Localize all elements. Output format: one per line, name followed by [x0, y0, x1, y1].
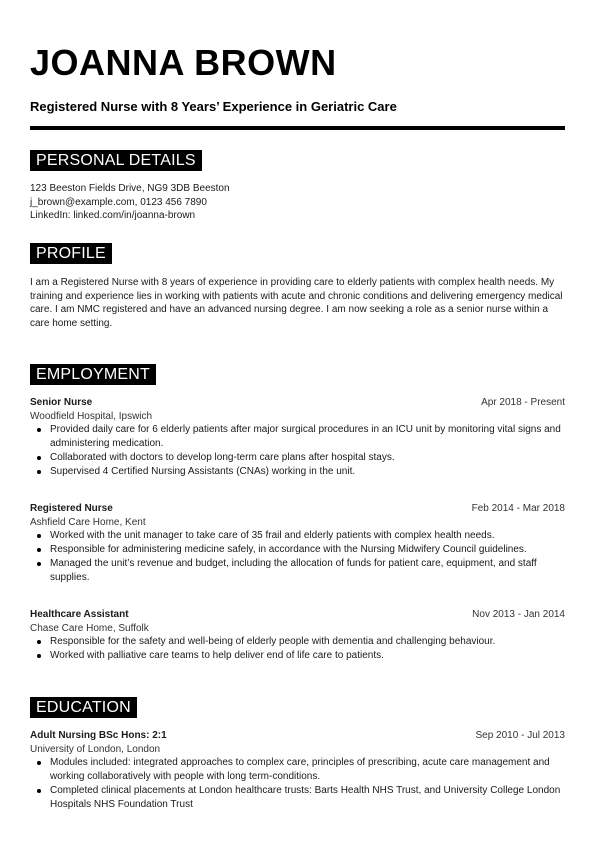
- header-divider: [30, 126, 565, 130]
- job-title: Healthcare Assistant: [30, 609, 129, 620]
- job-employer: Ashfield Care Home, Kent: [30, 516, 146, 528]
- list-item: Responsible for the safety and well-being of elderly people with dementia and challenging behaviour.: [50, 635, 565, 649]
- section-title-profile: PROFILE: [30, 243, 112, 264]
- job-employer: Woodfield Hospital, Ipswich: [30, 410, 153, 422]
- job-dates: Feb 2014 - Mar 2018: [471, 503, 565, 514]
- list-item: Provided daily care for 6 elderly patients after major surgical procedures in an ICU unit by monitoring vital signs and administering medication.: [50, 423, 565, 450]
- education-entry: [30, 729, 565, 811]
- education-dates: Sep 2010 - Jul 2013: [475, 730, 565, 741]
- job-employer: Chase Care Home, Suffolk: [30, 622, 149, 634]
- job-dates: Nov 2013 - Jan 2014: [472, 609, 565, 620]
- school-name: University of London, London: [30, 743, 161, 755]
- job-entry-healthcare-assistant: [30, 608, 565, 663]
- list-item: Completed clinical placements at London healthcare trusts: Barts Health NHS Trust, and University College London Hospitals NHS Foundation Trust: [50, 784, 565, 811]
- personal-details: [30, 182, 230, 223]
- section-title-personal-details: PERSONAL DETAILS: [30, 150, 202, 171]
- job-bullets: [30, 423, 565, 478]
- list-item: Modules included: integrated approaches to complex care, principles of prescribing, acute care management and working collaboratively with people with long term-conditions.: [50, 756, 565, 783]
- job-entry-senior-nurse: [30, 396, 565, 478]
- job-entry-registered-nurse: [30, 502, 565, 584]
- list-item: Managed the unit’s revenue and budget, including the allocation of funds for patient care, equipment, and staff supplies.: [50, 557, 565, 584]
- contact-info: j_brown@example.com, 0123 456 7890: [30, 196, 207, 208]
- profile-text: I am a Registered Nurse with 8 years of experience in providing care to elderly patients with complex health needs. My training and experience lies in working with patients with acute and chronic conditions and delivering emergency medical care. I am NMC registered and have an advanced nursing degree. I am now seeking a role as a senior nurse within a care home setting.: [30, 277, 563, 330]
- list-item: Supervised 4 Certified Nursing Assistants (CNAs) working in the unit.: [50, 465, 565, 479]
- linkedin: LinkedIn: linked.com/in/joanna-brown: [30, 210, 196, 222]
- job-dates: Apr 2018 - Present: [481, 397, 565, 408]
- job-title: Senior Nurse: [30, 397, 93, 408]
- job-title: Registered Nurse: [30, 503, 113, 514]
- candidate-headline: Registered Nurse with 8 Years’ Experience in Geriatric Care: [30, 99, 397, 114]
- job-bullets: [30, 529, 565, 584]
- candidate-name: JOANNA BROWN: [30, 42, 337, 83]
- section-title-education: EDUCATION: [30, 697, 137, 718]
- list-item: Worked with palliative care teams to help deliver end of life care to patients.: [50, 649, 565, 663]
- section-title-employment: EMPLOYMENT: [30, 364, 156, 385]
- education-bullets: [30, 756, 565, 811]
- list-item: Responsible for administering medicine safely, in accordance with the Nursing Midwifery Council guidelines.: [50, 543, 565, 557]
- degree-title: Adult Nursing BSc Hons: 2:1: [30, 730, 167, 741]
- job-bullets: [30, 635, 565, 662]
- list-item: Worked with the unit manager to take care of 35 frail and elderly patients with complex health needs.: [50, 529, 565, 543]
- address: 123 Beeston Fields Drive, NG9 3DB Beeston: [30, 183, 230, 194]
- list-item: Collaborated with doctors to develop long-term care plans after hospital stays.: [50, 451, 565, 465]
